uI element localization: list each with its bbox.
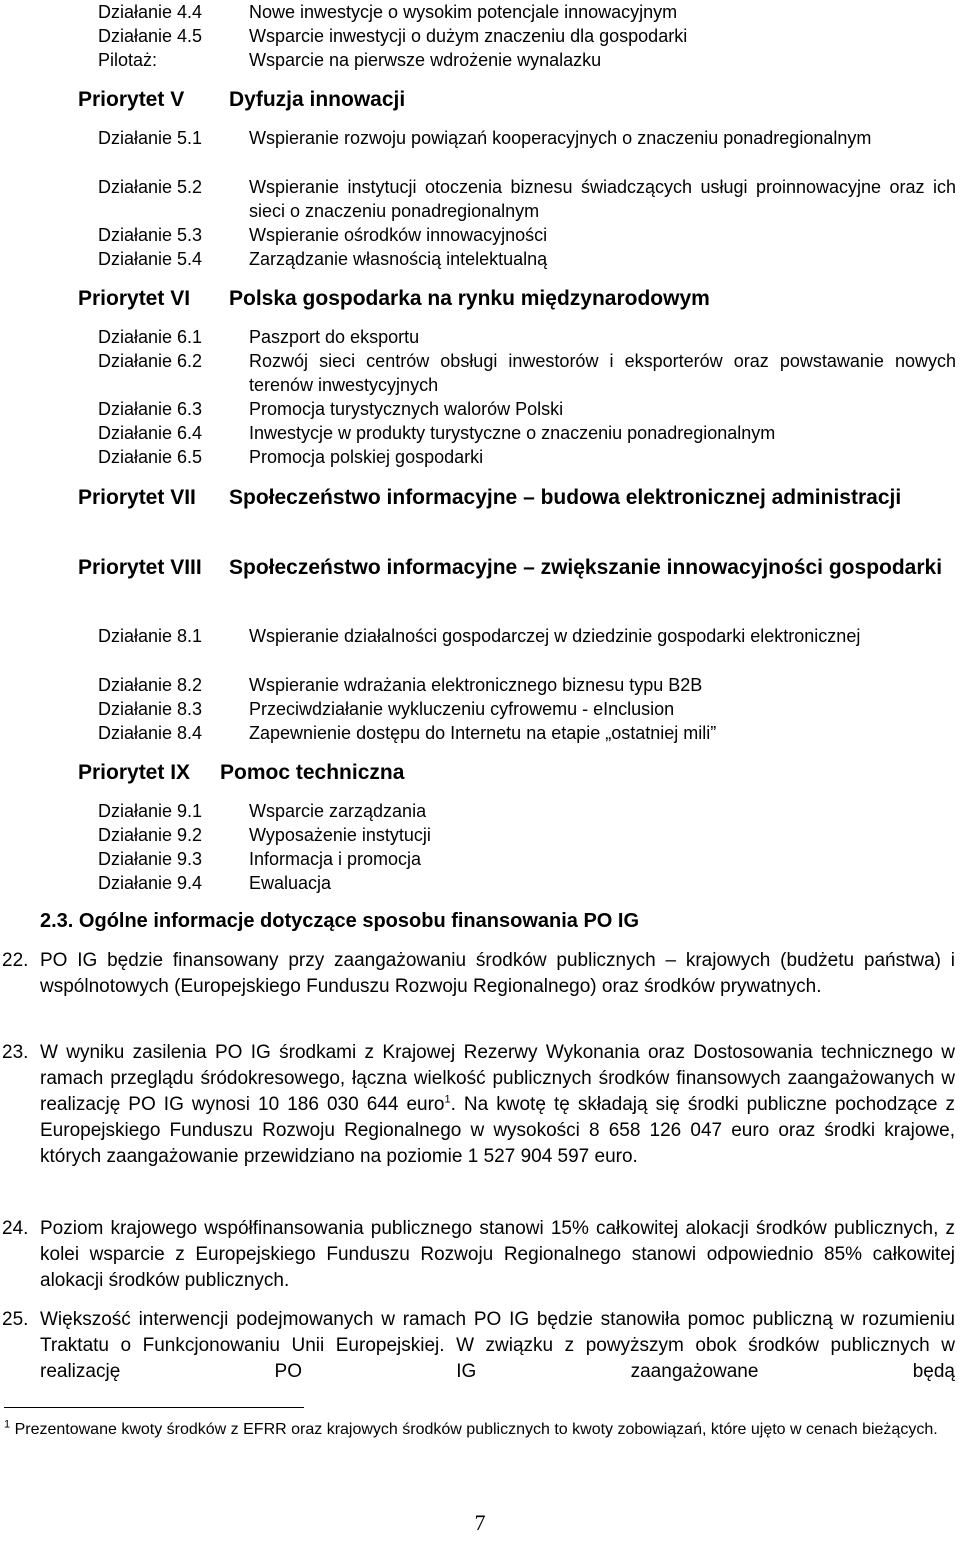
action-text: Wspieranie instytucji otoczenia biznesu świadczących usługi proinnowacyjne oraz ich sieci o znaczeniu ponadregionalnym — [249, 177, 956, 221]
action-label: Działanie 9.4 — [98, 873, 203, 893]
priority-label: Priorytet VIII — [78, 556, 202, 579]
action-label: Działanie 6.2 — [98, 351, 203, 371]
paragraph-text — [40, 1040, 955, 1170]
action-label: Działanie 6.4 — [98, 423, 203, 443]
paragraph-text: Większość interwencji podejmowanych w ramach PO IG będzie stanowiła pomoc publiczną w rozumieniu Traktatu o Funkcjonowaniu Unii Europejskiej. W związku z powyższym obok środków publicznych w realizację PO IG zaangażowane będą — [40, 1309, 955, 1382]
action-label: Działanie 9.3 — [98, 849, 203, 869]
action-label: Działanie 4.4 — [98, 2, 203, 22]
action-label: Działanie 9.2 — [98, 825, 203, 845]
action-text: Wyposażenie instytucji — [249, 825, 431, 845]
action-text: Promocja polskiej gospodarki — [249, 447, 484, 467]
action-text: Wspieranie działalności gospodarczej w dziedzinie gospodarki elektronicznej — [249, 626, 861, 646]
paragraph-number: 22. — [2, 950, 29, 971]
action-text: Wsparcie inwestycji o dużym znaczeniu dla gospodarki — [249, 26, 688, 46]
action-label: Działanie 5.3 — [98, 225, 203, 245]
action-label: Działanie 9.1 — [98, 801, 203, 821]
priority-label: Priorytet VI — [78, 287, 191, 310]
action-label: Działanie 6.5 — [98, 447, 203, 467]
action-text: Inwestycje w produkty turystyczne o znaczeniu ponadregionalnym — [249, 423, 776, 443]
action-text: Wspieranie rozwoju powiązań kooperacyjnych o znaczeniu ponadregionalnym — [249, 128, 872, 148]
paragraph-text-part: W wyniku zasilenia PO IG środkami z Krajowej Rezerwy Wykonania oraz Dostosowania technicznego w ramach przeglądu śródokresowego, łączna wielkość publicznych środków finansowych zaangażowanych w realizację PO IG wynosi 10 186 030 644 euro — [40, 1042, 955, 1115]
footnote-separator — [4, 1407, 304, 1408]
action-label: Działanie 8.3 — [98, 699, 203, 719]
priority-title: Społeczeństwo informacyjne – zwiększanie innowacyjności gospodarki — [229, 556, 943, 579]
action-label: Działanie 6.3 — [98, 399, 203, 419]
paragraph-text: PO IG będzie finansowany przy zaangażowaniu środków publicznych – krajowych (budżetu państwa) i wspólnotowych (Europejskiego Funduszu Rozwoju Regionalnego) oraz środków prywatnych. — [40, 950, 955, 997]
paragraph-text-part: . Na kwotę tę składają się środki publiczne pochodzące z Europejskiego Funduszu Rozwoju Regionalnego w wysokości 8 658 126 047 euro oraz środki krajowe, których zaangażowanie przewidziano na poziomie 1 527 904 597 euro. — [40, 1094, 955, 1167]
priority-title: Pomoc techniczna — [220, 761, 405, 784]
section-heading: 2.3. Ogólne informacje dotyczące sposobu finansowania PO IG — [40, 910, 640, 932]
priority-label: Priorytet IX — [78, 761, 191, 784]
priority-title: Polska gospodarka na rynku międzynarodowym — [229, 287, 710, 310]
action-text: Wsparcie zarządzania — [249, 801, 427, 821]
footnote-reference[interactable]: 1 — [444, 1093, 451, 1106]
action-text: Nowe inwestycje o wysokim potencjale innowacyjnym — [249, 2, 678, 22]
paragraph-number: 25. — [2, 1309, 29, 1330]
action-text: Przeciwdziałanie wykluczeniu cyfrowemu - eInclusion — [249, 699, 675, 719]
action-text: Ewaluacja — [249, 873, 332, 893]
action-label: Działanie 8.2 — [98, 675, 203, 695]
action-text: Wsparcie na pierwsze wdrożenie wynalazku — [249, 50, 602, 70]
action-text: Promocja turystycznych walorów Polski — [249, 399, 564, 419]
priority-title: Dyfuzja innowacji — [229, 88, 406, 111]
action-text: Zarządzanie własnością intelektualną — [249, 249, 548, 269]
action-text: Informacja i promocja — [249, 849, 422, 869]
priority-title: Społeczeństwo informacyjne – budowa elektronicznej administracji — [229, 486, 902, 509]
action-text: Wspieranie ośrodków innowacyjności — [249, 225, 548, 245]
footnote-text: Prezentowane kwoty środków z EFRR oraz krajowych środków publicznych to kwoty zobowiązań, które ujęto w cenach bieżących. — [14, 1421, 938, 1438]
action-label: Działanie 4.5 — [98, 26, 203, 46]
action-label: Pilotaż: — [98, 50, 158, 70]
action-label: Działanie 5.4 — [98, 249, 203, 269]
paragraph-text: Poziom krajowego współfinansowania publicznego stanowi 15% całkowitej alokacji środków publicznych, z kolei wsparcie z Europejskiego Funduszu Rozwoju Regionalnego stanowi odpowiednio 85% całkowitej alokacji środków publicznych. — [40, 1218, 955, 1291]
action-label: Działanie 5.2 — [98, 177, 203, 197]
action-text: Zapewnienie dostępu do Internetu na etapie „ostatniej mili” — [249, 723, 717, 743]
action-text: Rozwój sieci centrów obsługi inwestorów i eksporterów oraz powstawanie nowych terenów inwestycyjnych — [249, 351, 956, 395]
action-label: Działanie 6.1 — [98, 327, 203, 347]
action-label: Działanie 5.1 — [98, 128, 203, 148]
action-text: Wspieranie wdrażania elektronicznego biznesu typu B2B — [249, 675, 703, 695]
page-number: 7 — [474, 1510, 486, 1535]
priority-label: Priorytet VII — [78, 486, 196, 509]
paragraph-number: 23. — [2, 1042, 29, 1063]
footnote — [4, 1418, 956, 1441]
action-label: Działanie 8.1 — [98, 626, 203, 646]
action-label: Działanie 8.4 — [98, 723, 203, 743]
priority-label: Priorytet V — [78, 88, 185, 111]
action-text: Paszport do eksportu — [249, 327, 420, 347]
paragraph-number: 24. — [2, 1218, 29, 1239]
footnote-mark: 1 — [4, 1418, 11, 1431]
